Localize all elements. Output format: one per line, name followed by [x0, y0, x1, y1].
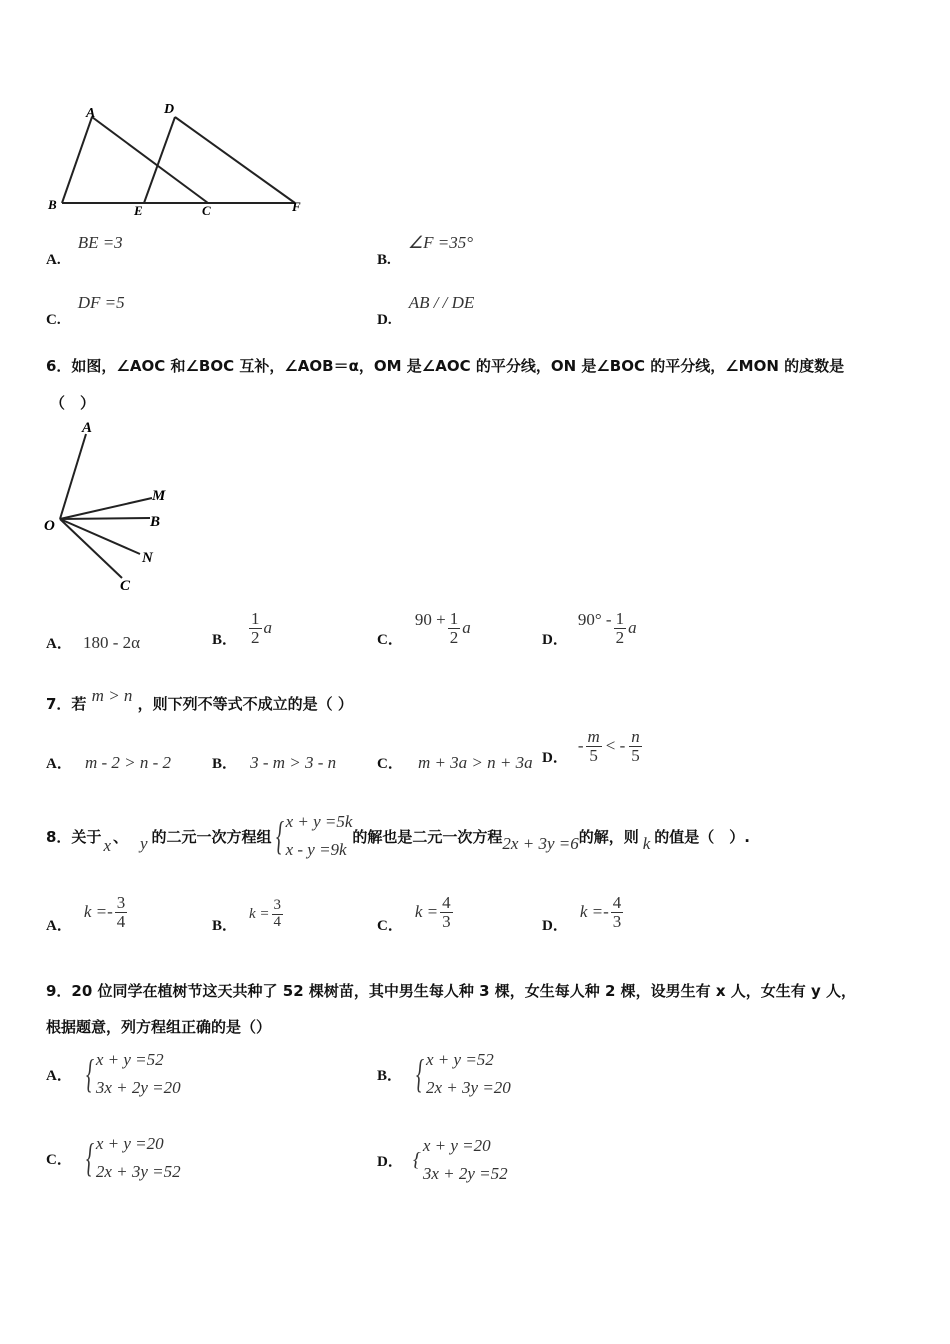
label-e: E	[134, 203, 143, 218]
ray-oa	[60, 434, 86, 519]
q7-option-a[interactable]	[46, 752, 171, 773]
q9-stem-line1: 9．20 位同学在植树节这天共种了 52 棵树苗，其中男生每人种 3 棵，女生每人种 2 棵，设男生有 x 人，女生有 y 人，	[46, 982, 856, 1000]
option-letter: B.	[377, 252, 391, 268]
frac-den: 2	[615, 627, 625, 647]
equation-system	[413, 1132, 508, 1188]
frac-num: 4	[442, 893, 451, 912]
frac-num: n	[631, 727, 640, 746]
option-letter: C．	[377, 631, 403, 648]
expr-prefix: k =-	[579, 902, 609, 922]
option-letter: B．	[377, 1067, 403, 1084]
option-expr: DF =5	[77, 293, 125, 312]
q9-option-c[interactable]	[46, 1130, 181, 1186]
system-eq2: 2x + 3y =20	[426, 1078, 511, 1097]
q8-sep: 、	[112, 827, 128, 846]
option-expr	[84, 894, 129, 931]
expr-prefix: k =	[249, 905, 270, 922]
label-c: C	[202, 203, 211, 218]
brace: {	[416, 1051, 425, 1096]
option-letter: A．	[46, 756, 72, 772]
frac-num: 3	[116, 893, 126, 912]
q7-option-b[interactable]	[212, 752, 336, 773]
brace: {	[85, 1135, 94, 1180]
label-f: F	[292, 199, 301, 214]
option-expr	[415, 610, 471, 647]
var-x: x	[103, 836, 111, 855]
frac-num: 1	[251, 609, 260, 628]
option-expr	[415, 894, 455, 931]
option-expr	[578, 610, 637, 647]
q8-option-d[interactable]	[542, 893, 625, 934]
brace: {	[412, 1148, 421, 1171]
option-expr: ∠F =35°	[407, 233, 474, 252]
q8-option-c[interactable]	[377, 893, 455, 934]
q6-stem: 6．如图，∠AOC 和∠BOC 互补，∠AOB＝α，OM 是∠AOC 的平分线，ON 是∠BOC 的平分线，∠MON 的度数是	[46, 357, 845, 375]
q8-stem	[46, 808, 750, 864]
ray-on	[60, 519, 140, 554]
sign: -	[577, 736, 584, 756]
q6-option-b[interactable]	[212, 610, 272, 647]
q7-stem	[46, 686, 353, 714]
q7-option-d[interactable]	[542, 728, 644, 765]
option-letter: A.	[46, 252, 61, 268]
label-b: B	[150, 514, 161, 530]
ray-om	[60, 498, 152, 519]
option-expr: 180 - 2α	[82, 633, 141, 652]
q7-stem-pre: 7．若	[46, 695, 87, 713]
option-letter: C.	[46, 312, 61, 328]
expr-prefix: k =-	[83, 902, 113, 922]
label-n: N	[142, 550, 153, 566]
option-expr: m - 2 > n - 2	[84, 753, 172, 772]
relation: < -	[605, 736, 626, 756]
q6-option-a[interactable]	[46, 632, 140, 653]
frac-num: 1	[615, 609, 625, 628]
label-m: M	[152, 488, 166, 504]
option-expr	[580, 894, 625, 931]
equation-system	[412, 1046, 511, 1102]
equation-3: 2x + 3y =6	[502, 834, 579, 853]
q7-option-c[interactable]	[377, 752, 533, 773]
q5-option-b[interactable]	[377, 233, 474, 268]
option-letter: C．	[377, 756, 403, 772]
option-letter: C．	[377, 917, 403, 934]
q8-mid2: 的解也是二元一次方程	[352, 827, 503, 846]
system-eq2: 3x + 2y =20	[95, 1078, 181, 1097]
option-expr: 3 - m > 3 - n	[250, 753, 337, 772]
option-letter: A．	[46, 636, 72, 652]
q6-paren: （ ）	[50, 394, 96, 412]
label-c: C	[120, 578, 131, 594]
brace: {	[275, 813, 284, 858]
option-letter: D．	[377, 1153, 403, 1170]
option-expr: BE =3	[77, 233, 123, 252]
q5-option-c[interactable]	[46, 293, 125, 328]
expr-prefix: 90 +	[414, 610, 446, 630]
frac-den: 4	[116, 911, 126, 931]
equation-system	[82, 1046, 181, 1102]
brace: {	[85, 1051, 94, 1096]
q5-option-a[interactable]	[46, 233, 123, 268]
frac-num: 1	[449, 609, 459, 628]
q9-option-a[interactable]	[46, 1046, 181, 1102]
q8-post: 的值是（ ）.	[654, 827, 750, 846]
q7-condition: m > n	[91, 686, 133, 705]
option-letter: D.	[377, 312, 392, 328]
equation-system	[82, 1130, 181, 1186]
label-d: D	[164, 102, 175, 117]
option-letter: D．	[542, 917, 568, 934]
system-eq2: x - y =9k	[285, 840, 347, 859]
q7-stem-post: ，则下列不等式不成立的是（ ）	[137, 695, 353, 713]
q5-option-d[interactable]	[377, 293, 475, 328]
system-eq1: x + y =20	[95, 1134, 164, 1153]
frac-den: 5	[631, 745, 640, 765]
ray-oc	[60, 519, 122, 578]
system-eq2: 2x + 3y =52	[95, 1162, 181, 1181]
q8-option-b[interactable]	[212, 897, 285, 934]
q6-option-c[interactable]	[377, 610, 471, 647]
angle-rays-figure	[40, 418, 190, 598]
system-eq1: x + y =20	[422, 1136, 491, 1155]
var: a	[462, 618, 471, 638]
system-eq1: x + y =52	[426, 1050, 494, 1069]
var-y: y	[140, 834, 148, 853]
option-expr: AB / / DE	[408, 293, 475, 312]
frac-num: 3	[273, 897, 282, 913]
frac-den: 3	[442, 911, 451, 931]
q8-mid1: 的二元一次方程组	[151, 827, 272, 846]
segment-df	[175, 117, 295, 203]
q8-pre: 8．关于	[46, 827, 102, 846]
system-eq2: 3x + 2y =52	[422, 1164, 508, 1183]
ray-ob	[60, 518, 150, 519]
equation-system	[272, 808, 353, 864]
q9-stem-line2: 根据题意，列方程组正确的是（）	[46, 1018, 272, 1036]
option-letter: A．	[46, 1067, 72, 1084]
frac-den: 5	[589, 745, 598, 765]
q8-mid3: 的解，则	[578, 827, 639, 846]
expr-prefix: 90° -	[577, 610, 612, 630]
frac-num: 4	[612, 893, 622, 912]
option-letter: D．	[542, 749, 568, 766]
segment-ab	[62, 117, 92, 203]
option-letter: A．	[46, 917, 72, 934]
q6-option-d[interactable]	[542, 610, 637, 647]
q8-option-a[interactable]	[46, 893, 129, 934]
var: a	[628, 618, 637, 638]
option-expr	[249, 898, 285, 931]
label-a: A	[82, 420, 93, 436]
label-o: O	[44, 518, 55, 534]
triangles-figure	[40, 95, 320, 220]
frac-den: 4	[273, 913, 282, 930]
option-expr: m + 3a > n + 3a	[417, 753, 533, 772]
frac-num: m	[587, 727, 600, 746]
label-b: B	[48, 197, 57, 212]
option-expr	[578, 728, 644, 765]
expr-prefix: k =	[414, 902, 439, 922]
option-letter: B．	[212, 631, 238, 648]
option-expr	[247, 610, 272, 647]
option-letter: C．	[46, 1151, 72, 1168]
frac-den: 2	[449, 627, 459, 647]
frac-den: 2	[251, 627, 260, 647]
system-eq1: x + y =52	[95, 1050, 164, 1069]
option-letter: B．	[212, 917, 238, 934]
system-eq1: x + y =5k	[285, 812, 353, 831]
q9-option-d[interactable]	[377, 1132, 508, 1188]
segment-ac	[92, 117, 208, 203]
q9-option-b[interactable]	[377, 1046, 511, 1102]
var: a	[263, 618, 273, 638]
var-k: k	[642, 834, 651, 853]
label-a: A	[86, 106, 96, 121]
option-letter: D．	[542, 631, 568, 648]
frac-den: 3	[612, 911, 622, 931]
option-letter: B．	[212, 756, 238, 772]
